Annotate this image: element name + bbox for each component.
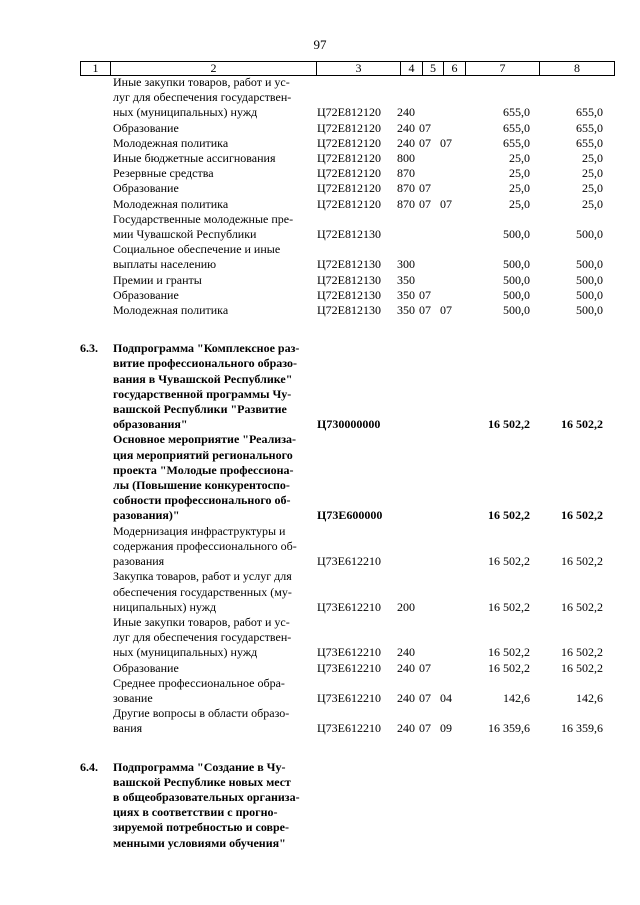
row-name	[113, 197, 309, 212]
table-row	[0, 524, 640, 570]
table-row	[0, 288, 640, 303]
amount-col-7: 25,0	[509, 151, 530, 166]
row-name	[113, 166, 309, 181]
amount-col-8: 500,0	[576, 287, 603, 302]
row-name	[113, 242, 309, 272]
row-name	[113, 760, 309, 851]
row-name-line: Иные закупки товаров, работ и ус-	[113, 614, 290, 629]
section-code: 07	[419, 690, 431, 705]
row-name-line: ных (муниципальных) нужд	[113, 105, 258, 120]
amount-col-7: 500,0	[503, 287, 530, 302]
section-code: 07	[419, 196, 431, 211]
amount-col-8: 16 502,2	[561, 417, 603, 432]
column-header-7: 7	[466, 62, 540, 76]
row-name-line: вания в Чувашской Республике"	[113, 371, 293, 386]
row-name	[113, 706, 309, 736]
row-name	[113, 432, 309, 523]
expense-type: 800	[397, 151, 415, 166]
expense-type: 870	[397, 196, 415, 211]
column-header-4: 4	[401, 62, 423, 76]
row-name	[113, 121, 309, 136]
expense-type: 300	[397, 257, 415, 272]
section-code: 07	[419, 287, 431, 302]
expense-type: 240	[397, 645, 415, 660]
row-name	[113, 151, 309, 166]
row-name-line: зируемой потребностью и совре-	[113, 820, 290, 835]
amount-col-8: 655,0	[576, 120, 603, 135]
target-code: Ц72Е812130	[317, 257, 381, 272]
column-header-5: 5	[423, 62, 444, 76]
row-name-line: Подпрограмма "Комплексное раз-	[113, 341, 300, 356]
subsection-code: 04	[440, 690, 452, 705]
amount-col-7: 25,0	[509, 166, 530, 181]
amount-col-8: 500,0	[576, 227, 603, 242]
row-name-line: Другие вопросы в области образо-	[113, 706, 290, 721]
target-code: Ц72Е812130	[317, 272, 381, 287]
amount-col-8: 25,0	[582, 196, 603, 211]
row-name	[113, 524, 309, 570]
table-row	[0, 569, 640, 615]
row-name-line: разования)"	[113, 508, 180, 523]
table-row	[0, 212, 640, 242]
table-row	[0, 242, 640, 272]
row-name-line: Подпрограмма "Создание в Чу-	[113, 759, 286, 774]
row-name-line: циях в соответствии с прогно-	[113, 805, 278, 820]
row-name-line: Модернизация инфраструктуры и	[113, 523, 286, 538]
row-name	[113, 136, 309, 151]
table-row	[0, 432, 640, 523]
section-number: 6.4.	[80, 759, 98, 774]
row-name-line: луг для обеспечения государствен-	[113, 630, 292, 645]
expense-type: 350	[397, 272, 415, 287]
row-name-line: витие профессионального образо-	[113, 356, 298, 371]
amount-col-7: 655,0	[503, 105, 530, 120]
amount-col-7: 25,0	[509, 181, 530, 196]
section-spacer	[0, 318, 640, 341]
expense-type: 240	[397, 105, 415, 120]
expense-type: 240	[397, 690, 415, 705]
row-name-line: мии Чувашской Республики	[113, 227, 257, 242]
amount-col-8: 655,0	[576, 105, 603, 120]
table-row	[0, 151, 640, 166]
amount-col-7: 655,0	[503, 120, 530, 135]
row-name-line: Молодежная политика	[113, 303, 229, 318]
amount-col-8: 25,0	[582, 166, 603, 181]
amount-col-8: 500,0	[576, 272, 603, 287]
expense-type: 350	[397, 287, 415, 302]
amount-col-7: 16 502,2	[488, 508, 530, 523]
row-name-line: в общеобразовательных организа-	[113, 789, 300, 804]
target-code: Ц72Е812120	[317, 196, 381, 211]
amount-col-7: 500,0	[503, 272, 530, 287]
table-row	[0, 706, 640, 736]
amount-col-7: 500,0	[503, 257, 530, 272]
row-name	[113, 661, 309, 676]
expense-type: 870	[397, 166, 415, 181]
amount-col-8: 25,0	[582, 181, 603, 196]
row-name-line: Социальное обеспечение и иные	[113, 242, 281, 257]
expense-type: 240	[397, 660, 415, 675]
row-name-line: выплаты населению	[113, 257, 217, 272]
target-code: Ц730000000	[317, 417, 381, 432]
expense-type: 240	[397, 721, 415, 736]
row-name-line: обеспечения государственных (му-	[113, 584, 292, 599]
table-row	[0, 676, 640, 706]
row-name-line: ных (муниципальных) нужд	[113, 645, 258, 660]
section-code: 07	[419, 135, 431, 150]
expense-type: 870	[397, 181, 415, 196]
section-code: 07	[419, 120, 431, 135]
column-header-row	[81, 62, 615, 76]
amount-col-7: 655,0	[503, 135, 530, 150]
table-row	[0, 615, 640, 661]
row-name-line: лы (Повышение конкурентоспо-	[113, 478, 290, 493]
column-header-3: 3	[317, 62, 401, 76]
row-name-line: менными условиями обучения"	[113, 835, 286, 850]
table-row	[0, 166, 640, 181]
row-name-line: луг для обеспечения государствен-	[113, 90, 292, 105]
row-name-line: Образование	[113, 181, 179, 196]
section-code: 07	[419, 721, 431, 736]
table-row	[0, 303, 640, 318]
row-name-line: зование	[113, 690, 153, 705]
amount-col-8: 142,6	[576, 690, 603, 705]
table-row	[0, 75, 640, 121]
row-name-line: образования"	[113, 417, 188, 432]
amount-col-8: 500,0	[576, 303, 603, 318]
table-row	[0, 121, 640, 136]
subsection-code: 07	[440, 196, 452, 211]
row-name-line: Молодежная политика	[113, 196, 229, 211]
row-name	[113, 273, 309, 288]
column-header-8: 8	[540, 62, 615, 76]
row-name-line: проекта "Молодые профессиона-	[113, 462, 294, 477]
section-code: 07	[419, 660, 431, 675]
target-code: Ц73Е600000	[317, 508, 383, 523]
amount-col-8: 16 502,2	[561, 645, 603, 660]
target-code: Ц73Е612210	[317, 690, 381, 705]
table-row	[0, 136, 640, 151]
row-name	[113, 676, 309, 706]
row-name	[113, 569, 309, 615]
row-name-line: Образование	[113, 287, 179, 302]
target-code: Ц73Е612210	[317, 645, 381, 660]
row-name	[113, 288, 309, 303]
target-code: Ц72Е812120	[317, 120, 381, 135]
row-name	[113, 212, 309, 242]
expense-type: 240	[397, 120, 415, 135]
row-name-line: Резервные средства	[113, 166, 214, 181]
target-code: Ц73Е612210	[317, 721, 381, 736]
amount-col-7: 16 502,2	[488, 554, 530, 569]
target-code: Ц72Е812130	[317, 227, 381, 242]
amount-col-8: 16 502,2	[561, 599, 603, 614]
subsection-code: 09	[440, 721, 452, 736]
row-name-line: государственной программы Чу-	[113, 386, 292, 401]
row-name-line: вания	[113, 721, 143, 736]
amount-col-8: 16 502,2	[561, 554, 603, 569]
amount-col-8: 655,0	[576, 135, 603, 150]
table-row	[0, 273, 640, 288]
row-name-line: Иные закупки товаров, работ и ус-	[113, 75, 290, 89]
target-code: Ц72Е812120	[317, 105, 381, 120]
table-row	[0, 661, 640, 676]
section-code: 07	[419, 181, 431, 196]
amount-col-7: 500,0	[503, 227, 530, 242]
section-number: 6.3.	[80, 341, 98, 356]
target-code: Ц73Е612210	[317, 554, 381, 569]
amount-col-7: 142,6	[503, 690, 530, 705]
target-code: Ц72Е812130	[317, 303, 381, 318]
row-name	[113, 303, 309, 318]
target-code: Ц73Е612210	[317, 599, 381, 614]
row-name-line: собности профессионального об-	[113, 493, 291, 508]
target-code: Ц72Е812130	[317, 287, 381, 302]
row-name-line: Основное мероприятие "Реализа-	[113, 432, 297, 447]
expense-type: 350	[397, 303, 415, 318]
target-code: Ц72Е812120	[317, 166, 381, 181]
row-name-line: ниципальных) нужд	[113, 599, 217, 614]
column-header-table	[80, 61, 615, 76]
target-code: Ц72Е812120	[317, 181, 381, 196]
section-spacer	[0, 737, 640, 760]
row-name-line: вашской Республике новых мест	[113, 774, 291, 789]
row-name-line: Государственные молодежные пре-	[113, 211, 294, 226]
amount-col-7: 25,0	[509, 196, 530, 211]
amount-col-7: 16 359,6	[488, 721, 530, 736]
section-code: 07	[419, 303, 431, 318]
row-name-line: вашской Республики "Развитие	[113, 402, 287, 417]
row-name-line: Иные бюджетные ассигнования	[113, 151, 276, 166]
table-row	[0, 197, 640, 212]
amount-col-7: 16 502,2	[488, 417, 530, 432]
row-name-line: Премии и гранты	[113, 272, 202, 287]
amount-col-8: 16 502,2	[561, 508, 603, 523]
column-header-6: 6	[444, 62, 466, 76]
subsection-code: 07	[440, 135, 452, 150]
target-code: Ц73Е612210	[317, 660, 381, 675]
page-number: 97	[313, 37, 327, 52]
row-name-line: ция мероприятий регионального	[113, 447, 293, 462]
target-code: Ц72Е812120	[317, 151, 381, 166]
row-name-line: Среднее профессиональное обра-	[113, 675, 285, 690]
row-name	[113, 341, 309, 432]
section-row	[0, 760, 640, 851]
amount-col-8: 25,0	[582, 151, 603, 166]
table-row	[0, 181, 640, 196]
expense-type: 240	[397, 135, 415, 150]
subsection-code: 07	[440, 303, 452, 318]
row-name-line: содержания профессионального об-	[113, 538, 297, 553]
column-header-1: 1	[81, 62, 111, 76]
row-name-line: Молодежная политика	[113, 135, 229, 150]
section-row	[0, 341, 640, 432]
column-header-2: 2	[111, 62, 317, 76]
amount-col-8: 500,0	[576, 257, 603, 272]
budget-table-body	[0, 75, 640, 851]
amount-col-7: 16 502,2	[488, 645, 530, 660]
amount-col-7: 500,0	[503, 303, 530, 318]
amount-col-8: 16 502,2	[561, 660, 603, 675]
row-name-line: Образование	[113, 120, 179, 135]
amount-col-7: 16 502,2	[488, 660, 530, 675]
amount-col-7: 16 502,2	[488, 599, 530, 614]
amount-col-8: 16 359,6	[561, 721, 603, 736]
expense-type: 200	[397, 599, 415, 614]
row-name-line: Образование	[113, 660, 179, 675]
row-name	[113, 75, 309, 121]
target-code: Ц72Е812120	[317, 135, 381, 150]
row-name	[113, 181, 309, 196]
row-name-line: разования	[113, 554, 165, 569]
row-name	[113, 615, 309, 661]
row-name-line: Закупка товаров, работ и услуг для	[113, 569, 292, 584]
